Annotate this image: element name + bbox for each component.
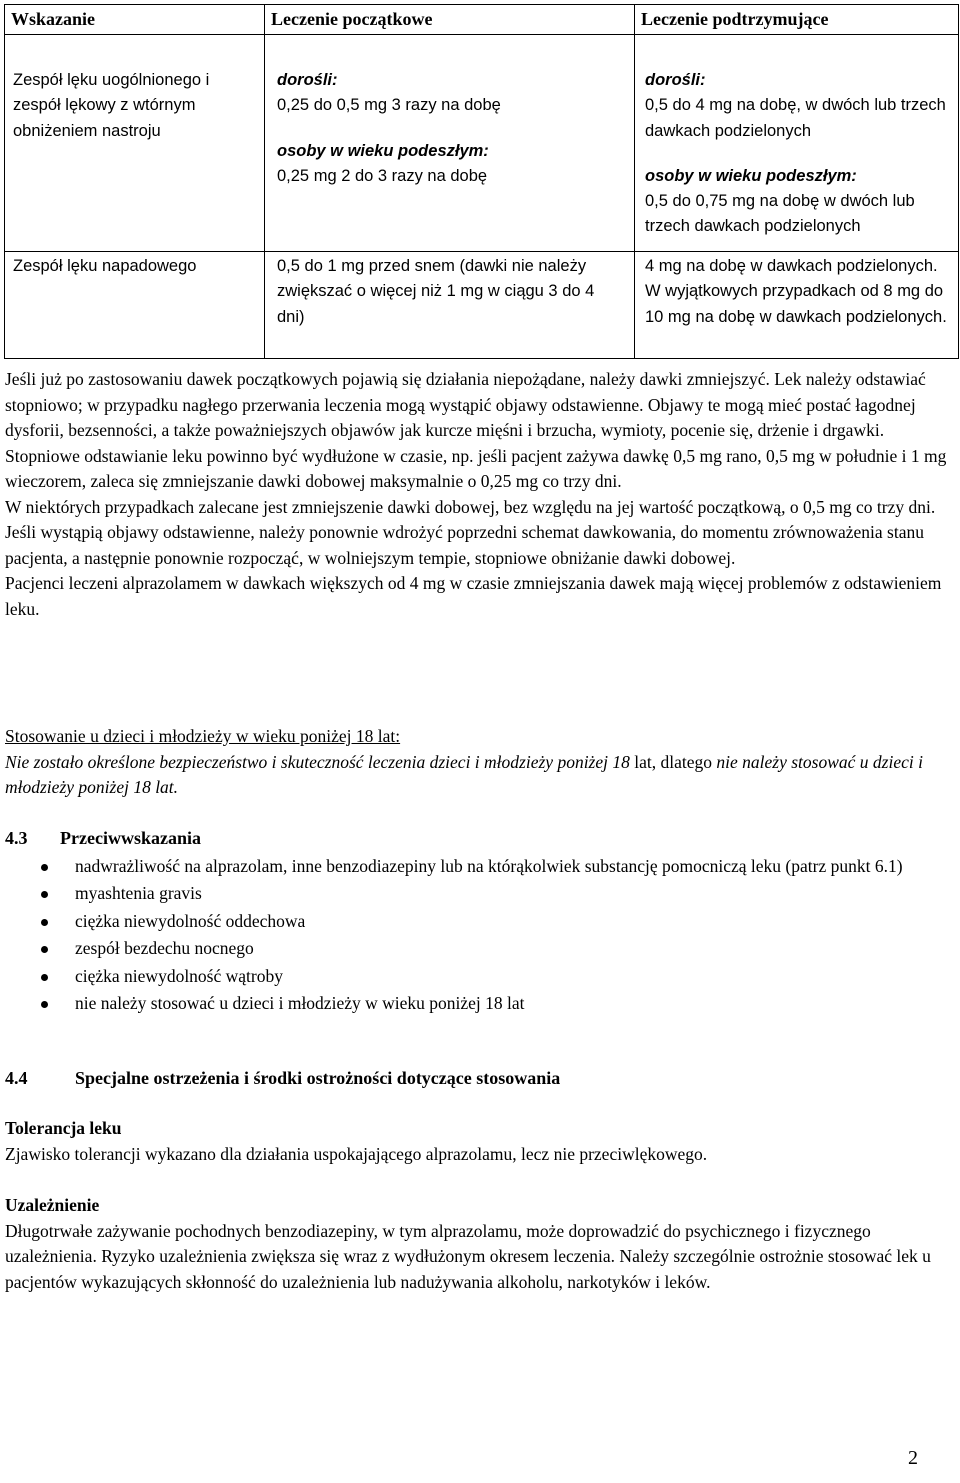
list-item: myashtenia gravis (5, 881, 953, 907)
table-row (5, 252, 959, 359)
adults-dose: 0,25 do 0,5 mg 3 razy na dobę (277, 96, 501, 115)
page-number: 2 (908, 1447, 918, 1469)
header-initial-treatment: Leczenie początkowe (265, 5, 635, 35)
initial-treatment-panic: 0,5 do 1 mg przed snem (dawki nie należy zwiększać o więcej niż 1 mg w ciągu 3 do 4 dni) (265, 252, 635, 359)
elderly-dose: 0,25 mg 2 do 3 razy na dobę (277, 166, 488, 185)
table-header-row (5, 5, 959, 35)
header-indication: Wskazanie (5, 5, 265, 35)
list-item: nadwrażliwość na alprazolam, inne benzodiazepiny lub na którąkolwiek substancję pomocniczą leku (patrz punkt 6.1) (5, 854, 953, 880)
tolerance-text: Zjawisko tolerancji wykazano dla działania uspokajającego alprazolamu, lecz nie przeciwlękowego. (5, 1143, 708, 1164)
contraindications-list (5, 854, 953, 1017)
children-heading: Stosowanie u dzieci i młodzieży w wieku poniżej 18 lat: (5, 726, 401, 746)
children-section (5, 724, 953, 801)
adults-label: dorośli: (645, 71, 706, 89)
tolerance-heading: Tolerancja leku (5, 1118, 122, 1138)
children-text: Nie zostało określone bezpieczeństwo i skuteczność leczenia dzieci i młodzieży poniżej 18 lat, dlatego nie należy stosować u dzieci i młodzieży poniżej 18 lat. (5, 751, 923, 797)
list-item: zespół bezdechu nocnego (5, 936, 953, 962)
tolerance-block (5, 1116, 953, 1167)
initial-treatment-anxiety (265, 35, 635, 252)
indication-panic: Zespół lęku napadowego (5, 252, 265, 359)
section-4-3 (5, 826, 953, 1017)
elderly-dose: 0,5 do 0,75 mg na dobę w dwóch lub trzech dawkach podzielonych (645, 192, 915, 236)
paragraph: Pacjenci leczeni alprazolamem w dawkach większych od 4 mg w czasie zmniejszania dawek mają więcej problemów z odstawieniem leku. (5, 573, 942, 619)
dependence-text: Długotrwałe zażywanie pochodnych benzodiazepiny, w tym alprazolamu, może doprowadzić do psychicznego i fizycznego uzależnienia. Ryzyko uzależnienia zwiększa się wraz z wydłużonym okresem leczenia. Należy szczególnie ostrożnie stosować lek u pacjentów wykazujących skłonność do uzależnienia lub nadużywania alkoholu, narkotyków i leków. (5, 1220, 931, 1292)
paragraph: W niektórych przypadkach zalecane jest zmniejszenie dawki dobowej, bez względu na jej wartość początkową, o 0,5 mg co trzy dni. Jeśli wystąpią objawy odstawienne, należy ponownie wdrożyć poprzedni schemat dawkowania, do momentu zrównoważenia stanu pacjenta, a następnie ponownie rozpocząć, w wolniejszym tempie, stopniowe obniżanie dawki dobowej. (5, 496, 936, 568)
section-4-4 (5, 1066, 953, 1092)
section-heading: 4.3 Przeciwwskazania (5, 828, 201, 848)
dependence-block (5, 1193, 953, 1295)
paragraph: Jeśli już po zastosowaniu dawek początkowych pojawią się działania niepożądane, należy dawki zmniejszyć. Lek należy odstawiać stopniowo; w przypadku nagłego przerwania leczenia mogą wystąpić objawy odstawienne. Objawy te mogą mieć postać łagodnej dysforii, bezsenności, a także poważniejszych objawów jak kurcze mięśni i brzucha, wymioty, pocenie się, drżenie i drgawki. (5, 369, 926, 440)
maintenance-treatment-panic: 4 mg na dobę w dawkach podzielonych. W wyjątkowych przypadkach od 8 mg do 10 mg na dobę w dawkach podzielonych. (635, 252, 959, 359)
adults-dose: 0,5 do 4 mg na dobę, w dwóch lub trzech dawkach podzielonych (645, 96, 946, 140)
dosage-table (4, 4, 959, 359)
elderly-label: osoby w wieku podeszłym: (277, 141, 489, 160)
list-item: nie należy stosować u dzieci i młodzieży w wieku poniżej 18 lat (5, 991, 953, 1017)
dosage-notes (5, 367, 953, 622)
table-row (5, 35, 959, 252)
section-heading: 4.4 Specjalne ostrzeżenia i środki ostrożności dotyczące stosowania (5, 1068, 561, 1088)
indication-anxiety: Zespół lęku uogólnionego i zespół lękowy z wtórnym obniżeniem nastroju (5, 35, 265, 252)
dependence-heading: Uzależnienie (5, 1195, 100, 1215)
list-item: ciężka niewydolność wątroby (5, 964, 953, 990)
list-item: ciężka niewydolność oddechowa (5, 909, 953, 935)
maintenance-treatment-anxiety (635, 35, 959, 252)
adults-label: dorośli: (277, 71, 338, 89)
elderly-label: osoby w wieku podeszłym: (645, 166, 857, 185)
header-maintenance-treatment: Leczenie podtrzymujące (635, 5, 959, 35)
paragraph: Stopniowe odstawianie leku powinno być wydłużone w czasie, np. jeśli pacjent zażywa dawkę 0,5 mg rano, 0,5 mg w południe i 1 mg wieczorem, zaleca się zmniejszanie dawki dobowej maksymalnie o 0,25 mg co trzy dni. (5, 445, 947, 491)
